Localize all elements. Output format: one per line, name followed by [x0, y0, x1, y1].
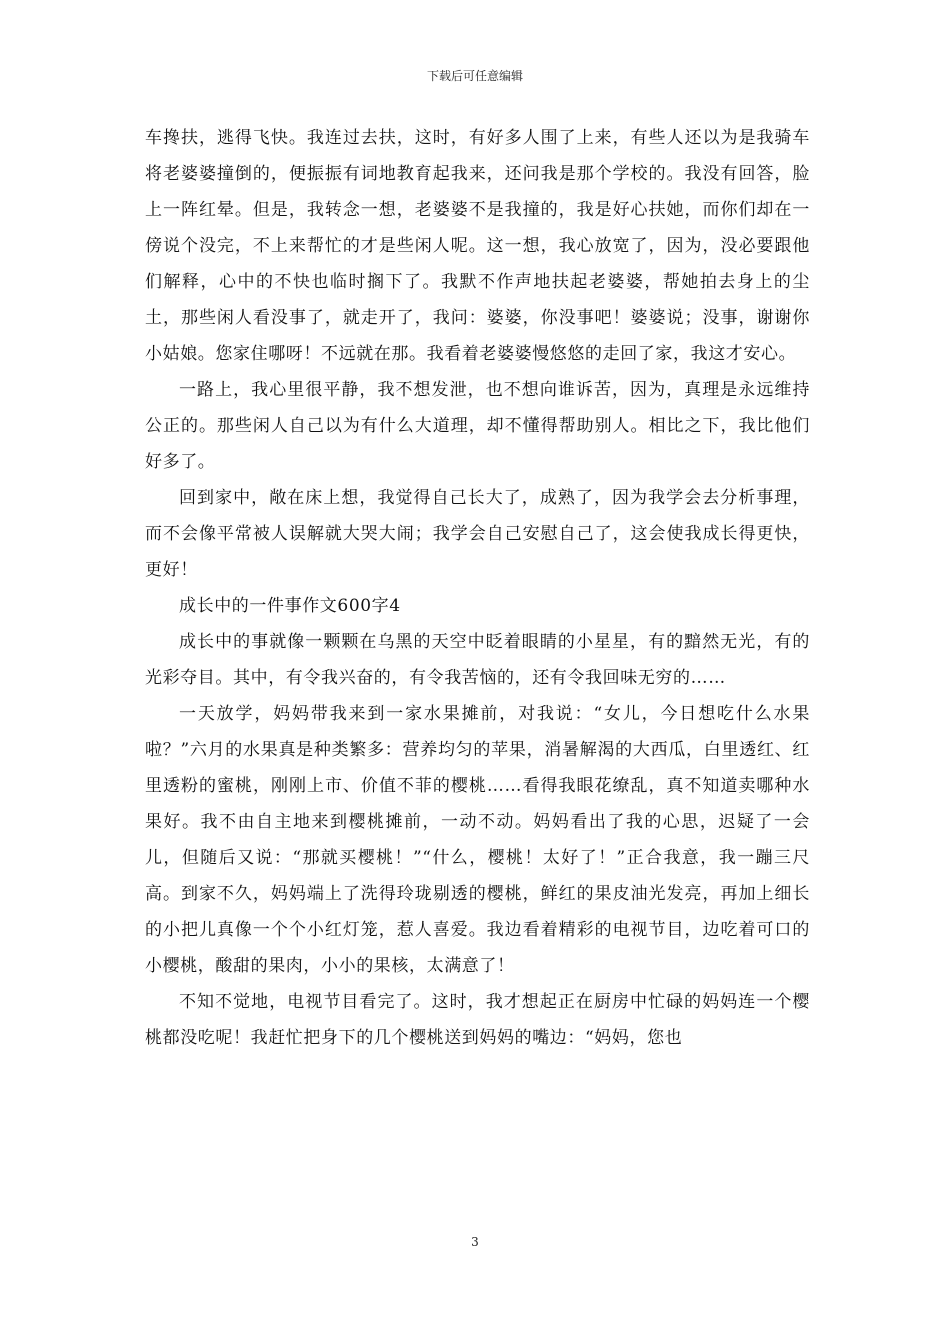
paragraph-continued: 车搀扶，逃得飞快。我连过去扶，这时，有好多人围了上来，有些人还以为是我骑车将老婆婆撞倒的，便振振有词地教育起我来，还问我是那个学校的。我没有回答，脸上一阵红晕。但是，我转念一想，老婆婆不是我撞的，我是好心扶她，而你们却在一傍说个没完，不上来帮忙的才是些闲人呢。这一想，我心放宽了，因为，没必要跟他们解释，心中的不快也临时搁下了。我默不作声地扶起老婆婆，帮她拍去身上的尘土，那些闲人看没事了，就走开了，我问：婆婆，你没事吧！婆婆说；没事，谢谢你小姑娘。您家住哪呀！不远就在那。我看着老婆婆慢悠悠的走回了家，我这才安心。	[145, 128, 810, 364]
paragraph: 成长中的事就像一颗颗在乌黑的天空中眨着眼睛的小星星，有的黯然无光，有的光彩夺目。其中，有令我兴奋的，有令我苦恼的，还有令我回味无穷的……	[145, 632, 810, 688]
paragraph: 回到家中，敞在床上想，我觉得自己长大了，成熟了，因为我学会去分析事理，而不会像平常被人误解就大哭大闹；我学会自己安慰自己了，这会使我成长得更快，更好！	[145, 488, 810, 580]
document-body	[145, 120, 810, 1056]
paragraph: 不知不觉地，电视节目看完了。这时，我才想起正在厨房中忙碌的妈妈连一个樱桃都没吃呢！我赶忙把身下的几个樱桃送到妈妈的嘴边：“妈妈，您也	[145, 992, 810, 1048]
page-header: 下载后可任意编辑	[426, 69, 523, 83]
paragraph: 一路上，我心里很平静，我不想发泄，也不想向谁诉苦，因为，真理是永远维持公正的。那些闲人自己以为有什么大道理，却不懂得帮助别人。相比之下，我比他们好多了。	[145, 380, 810, 472]
page-number: 3	[471, 1235, 479, 1249]
paragraph: 一天放学，妈妈带我来到一家水果摊前，对我说：“女儿，今日想吃什么水果啦？”六月的水果真是种类繁多：营养均匀的苹果，消暑解渴的大西瓜，白里透红、红里透粉的蜜桃，刚刚上市、价值不菲的樱桃……看得我眼花缭乱，真不知道卖哪种水果好。我不由自主地来到樱桃摊前，一动不动。妈妈看出了我的心思，迟疑了一会儿，但随后又说：“那就买樱桃！”“什么，樱桃！太好了！”正合我意，我一蹦三尺高。到家不久，妈妈端上了洗得玲珑剔透的樱桃，鲜红的果皮油光发亮，再加上细长的小把儿真像一个个小红灯笼，惹人喜爱。我边看着精彩的电视节目，边吃着可口的小樱桃，酸甜的果肉，小小的果核，太满意了！	[145, 704, 810, 976]
section-title: 成长中的一件事作文600字4	[179, 596, 401, 616]
